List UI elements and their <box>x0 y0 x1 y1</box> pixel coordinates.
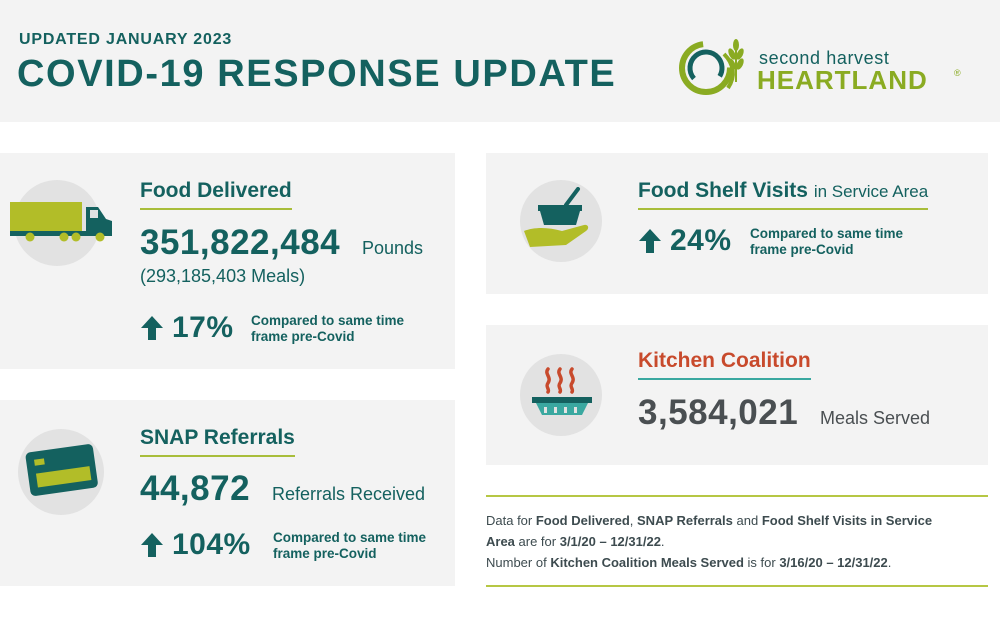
footnote-line-2: Area are for 3/1/20 – 12/31/22. <box>486 534 665 549</box>
footnote-line-3: Number of Kitchen Coalition Meals Served is for 3/16/20 – 12/31/22. <box>486 555 892 570</box>
arrow-up-icon <box>140 315 164 341</box>
snap-unit: Referrals Received <box>272 484 426 504</box>
food-shelf-compare-text: Compared to same time frame pre-Covid <box>750 226 904 257</box>
logo-text-bottom: HEARTLAND <box>757 65 928 95</box>
second-harvest-logo[interactable] <box>676 36 976 98</box>
food-shelf-card <box>486 153 988 294</box>
header-banner <box>0 0 1000 122</box>
hot-dish-icon <box>528 365 598 425</box>
food-delivered-meals: (293,185,403 Meals) <box>140 266 306 286</box>
arrow-up-icon <box>638 228 662 254</box>
food-delivered-change <box>140 311 440 347</box>
food-delivered-compare-text: Compared to same time frame pre-Covid <box>251 313 405 344</box>
snap-title: SNAP Referrals <box>140 426 295 457</box>
food-delivered-unit: Pounds <box>362 238 424 258</box>
arrow-up-icon <box>140 532 164 558</box>
kitchen-value: 3,584,021 <box>638 393 799 432</box>
snap-value: 44,872 <box>140 469 251 508</box>
logo-text-top: second harvest <box>759 48 890 68</box>
footnote-line-1: Data for Food Delivered, SNAP Referrals and Food Shelf Visits in Service <box>486 513 933 528</box>
food-shelf-change <box>638 224 968 260</box>
kitchen-title: Kitchen Coalition <box>638 349 811 380</box>
bowl-in-hand-icon <box>522 187 602 257</box>
logo-registered-mark: ® <box>954 68 961 78</box>
food-delivered-value: 351,822,484 <box>140 223 341 262</box>
wheat-swirl-logo-icon <box>676 36 756 98</box>
snap-change-percent: 104% <box>172 528 251 561</box>
snap-compare-text: Compared to same time frame pre-Covid <box>273 530 427 561</box>
truck-icon <box>8 197 118 247</box>
food-shelf-title-suffix: in Service Area <box>813 182 929 201</box>
updated-date: UPDATED JANUARY 2023 <box>19 31 233 48</box>
food-delivered-change-percent: 17% <box>172 311 234 344</box>
food-shelf-title: Food Shelf Visits in Service Area <box>638 179 928 210</box>
kitchen-coalition-card <box>486 325 988 465</box>
snap-change <box>140 528 450 564</box>
kitchen-unit: Meals Served <box>820 408 931 428</box>
page-title: COVID-19 RESPONSE UPDATE <box>17 53 617 95</box>
food-delivered-card <box>0 153 455 369</box>
data-footnote <box>486 495 988 587</box>
food-delivered-title: Food Delivered <box>140 179 292 210</box>
food-shelf-change-percent: 24% <box>670 224 732 257</box>
snap-referrals-card <box>0 400 455 586</box>
ebt-card-icon <box>22 442 102 502</box>
